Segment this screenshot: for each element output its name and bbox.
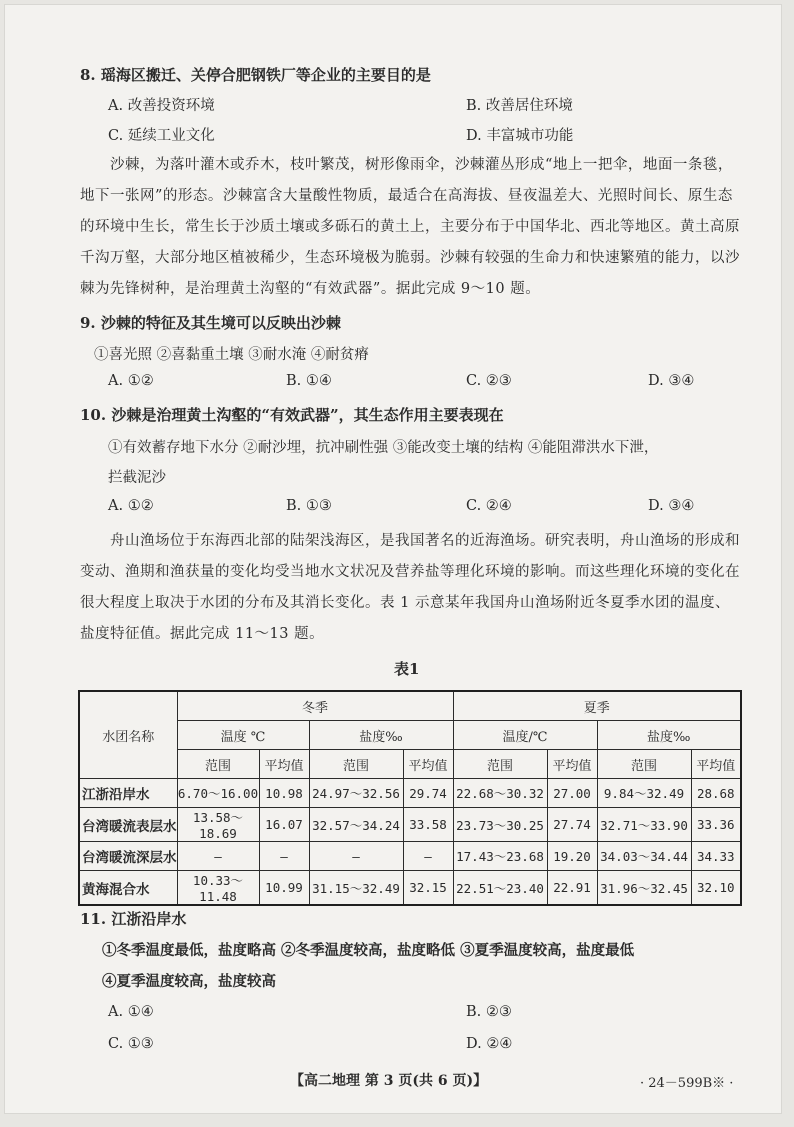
sub-header: 平均值 — [691, 750, 741, 779]
q11-option-d: D. ②④ — [466, 1036, 513, 1052]
sub-header: 平均值 — [547, 750, 597, 779]
water-mass-table — [78, 690, 742, 906]
row-name: 黄海混合水 — [79, 871, 177, 906]
table-cell: 29.74 — [403, 779, 453, 808]
sub-header: 平均值 — [259, 750, 309, 779]
table-cell: 32.71～33.90 — [597, 808, 691, 842]
q10-option-b: B. ①③ — [286, 498, 332, 514]
q11-option-b: B. ②③ — [466, 1004, 512, 1020]
table-cell: 17.43～23.68 — [453, 842, 547, 871]
table-cell: 22.68～30.32 — [453, 779, 547, 808]
q11-items-line1: ①冬季温度最低，盐度略高 ②冬季温度较高，盐度略低 ③夏季温度较高，盐度最低 — [102, 942, 635, 959]
q10-option-d: D. ③④ — [648, 498, 695, 514]
table-cell: 32.15 — [403, 871, 453, 906]
exam-code: · 24－599B※ · — [640, 1076, 734, 1091]
table-cell: — — [177, 842, 259, 871]
table-cell: 33.36 — [691, 808, 741, 842]
row-name: 台湾暖流表层水 — [79, 808, 177, 842]
table-cell: 28.68 — [691, 779, 741, 808]
exam-page — [4, 4, 782, 1114]
sub-header: 范围 — [453, 750, 547, 779]
table-cell: 10.98 — [259, 779, 309, 808]
table-cell: 9.84～32.49 — [597, 779, 691, 808]
table-row — [79, 808, 741, 842]
table-cell: 24.97～32.56 — [309, 779, 403, 808]
table-cell: 19.20 — [547, 842, 597, 871]
sub-header: 范围 — [309, 750, 403, 779]
table-cell: 33.58 — [403, 808, 453, 842]
q9-option-b: B. ①④ — [286, 373, 332, 389]
q10-option-a: A. ①② — [108, 498, 154, 514]
metric-header-summer-temp: 温度/℃ — [453, 721, 597, 750]
table-cell: 16.07 — [259, 808, 309, 842]
table-cell: — — [259, 842, 309, 871]
metric-header-summer-salinity: 盐度‰ — [597, 721, 741, 750]
q10-items-line1: ①有效蓄存地下水分 ②耐沙埋，抗冲刷性强 ③能改变土壤的结构 ④能阻滞洪水下泄， — [108, 440, 659, 456]
question-11-stem: 11. 江浙沿岸水 — [80, 910, 187, 928]
table-cell: 34.03～34.44 — [597, 842, 691, 871]
table-cell: 13.58～18.69 — [177, 808, 259, 842]
table-caption: 表1 — [394, 660, 420, 678]
table-row — [79, 871, 741, 906]
table-cell: 31.96～32.45 — [597, 871, 691, 906]
table-cell: 23.73～30.25 — [453, 808, 547, 842]
season-header-winter: 冬季 — [177, 691, 453, 721]
table-cell: 31.15～32.49 — [309, 871, 403, 906]
q8-option-a: A. 改善投资环境 — [108, 98, 215, 114]
sub-header: 范围 — [177, 750, 259, 779]
season-header-summer: 夏季 — [453, 691, 741, 721]
table-cell: 27.74 — [547, 808, 597, 842]
page-footer: 【高二地理 第 3 页(共 6 页)】 — [290, 1073, 488, 1089]
table-cell: 32.10 — [691, 871, 741, 906]
metric-header-winter-salinity: 盐度‰ — [309, 721, 453, 750]
question-9-stem: 9. 沙棘的特征及其生境可以反映出沙棘 — [80, 314, 341, 332]
q9-items: ①喜光照 ②喜黏重土壤 ③耐水淹 ④耐贫瘠 — [94, 347, 369, 363]
table-row — [79, 779, 741, 808]
table-corner-header: 水团名称 — [79, 691, 177, 779]
passage-zhoushan-fishery: 舟山渔场位于东海西北部的陆架浅海区，是我国著名的近海渔场。研究表明，舟山渔场的形成和变动、渔期和渔获量的变化均受当地水文状况及营养盐等理化环境的影响。而这些理化环境的变化在很大程度上取决于水团的分布及其消长变化。表 1 示意某年我国舟山渔场附近冬夏季水团的温度、盐度特征值。据此完成 11～13 题。 — [80, 533, 740, 642]
q11-option-c: C. ①③ — [108, 1036, 154, 1052]
table-cell: — — [403, 842, 453, 871]
sub-header: 范围 — [597, 750, 691, 779]
table-cell: 22.91 — [547, 871, 597, 906]
question-8-stem: 8. 瑶海区搬迁、关停合肥钢铁厂等企业的主要目的是 — [80, 66, 431, 84]
table-cell: 32.57～34.24 — [309, 808, 403, 842]
table-cell: 34.33 — [691, 842, 741, 871]
q8-option-d: D. 丰富城市功能 — [466, 128, 574, 144]
q10-option-c: C. ②④ — [466, 498, 512, 514]
q11-option-a: A. ①④ — [108, 1004, 154, 1020]
q9-option-d: D. ③④ — [648, 373, 695, 389]
table-cell: 27.00 — [547, 779, 597, 808]
sub-header: 平均值 — [403, 750, 453, 779]
table-cell: 6.70～16.00 — [177, 779, 259, 808]
metric-header-winter-temp: 温度 ℃ — [177, 721, 309, 750]
table-cell: 10.99 — [259, 871, 309, 906]
q9-option-c: C. ②③ — [466, 373, 512, 389]
q8-option-b: B. 改善居住环境 — [466, 98, 573, 114]
q8-option-c: C. 延续工业文化 — [108, 128, 215, 144]
table-row — [79, 842, 741, 871]
q11-items-line2: ④夏季温度较高，盐度较高 — [102, 973, 276, 990]
row-name: 台湾暖流深层水 — [79, 842, 177, 871]
table-cell: — — [309, 842, 403, 871]
question-10-stem: 10. 沙棘是治理黄土沟壑的“有效武器”，其生态作用主要表现在 — [80, 406, 504, 424]
q10-items-line2: 拦截泥沙 — [108, 470, 166, 486]
row-name: 江浙沿岸水 — [79, 779, 177, 808]
table-cell: 10.33～11.48 — [177, 871, 259, 906]
table-cell: 22.51～23.40 — [453, 871, 547, 906]
q9-option-a: A. ①② — [108, 373, 154, 389]
passage-sea-buckthorn: 沙棘，为落叶灌木或乔木，枝叶繁茂，树形像雨伞，沙棘灌丛形成“地上一把伞，地面一条毯，地下一张网”的形态。沙棘富含大量酸性物质，最适合在高海拔、昼夜温差大、光照时间长、原生态的环境中生长，常生长于沙质土壤或多砾石的黄土上，主要分布于中国华北、西北等地区。黄土高原千沟万壑，大部分地区植被稀少，生态环境极为脆弱。沙棘有较强的生命力和快速繁殖的能力，以沙棘为先锋树种，是治理黄土沟壑的“有效武器”。据此完成 9～10 题。 — [80, 157, 740, 297]
